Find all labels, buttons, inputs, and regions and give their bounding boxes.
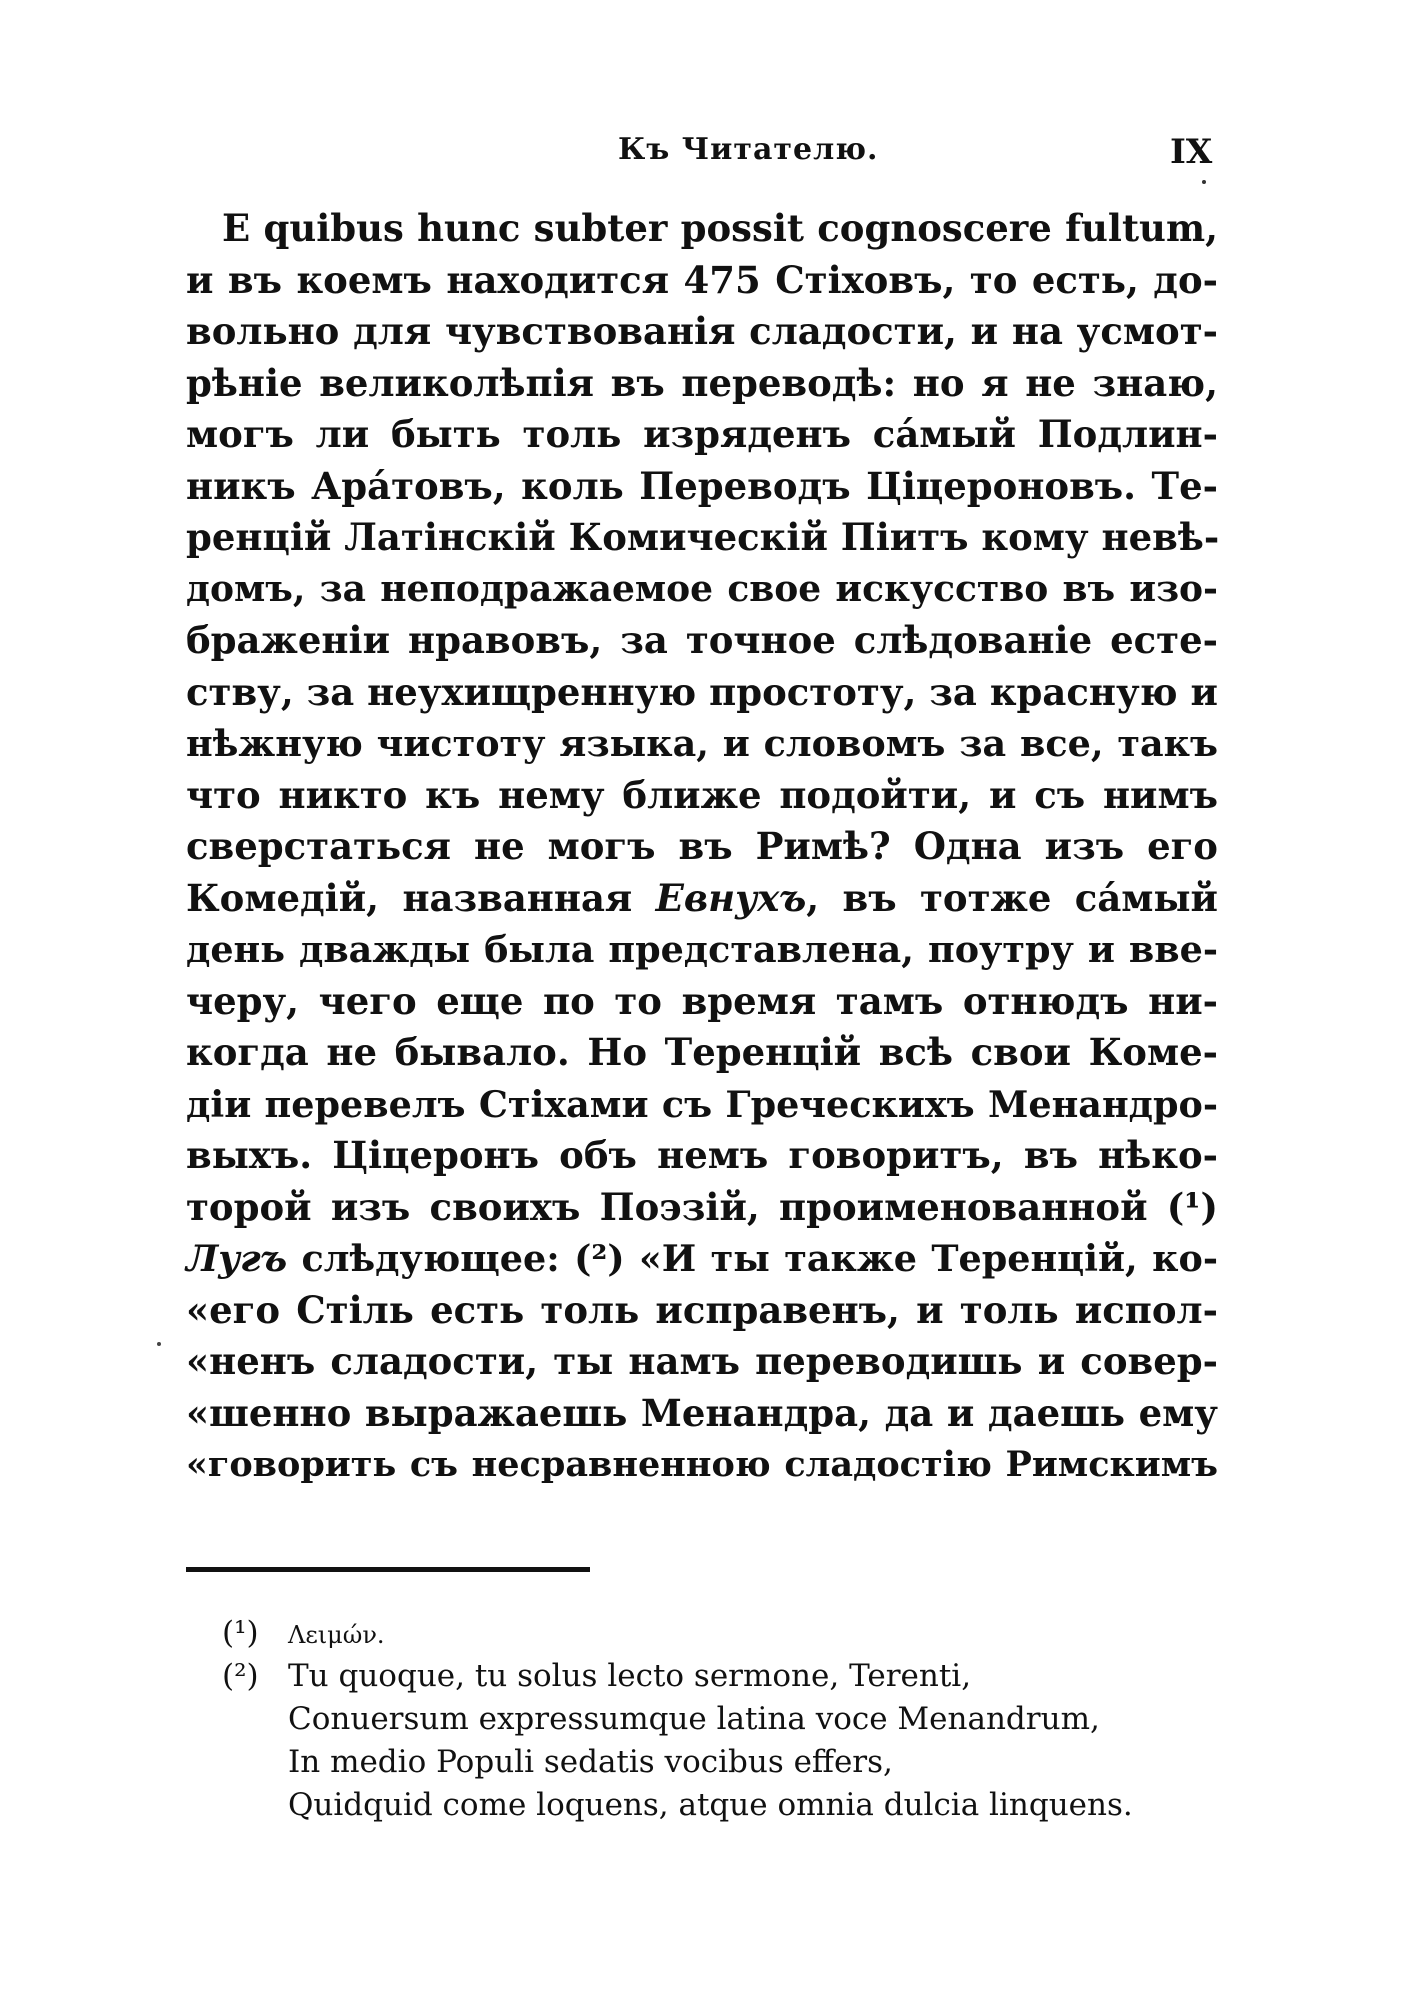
text-line: нѣжную чистоту языка, и словомъ за все, такъ bbox=[186, 722, 1218, 765]
text-line: день дважды была представлена, поутру и вве- bbox=[186, 928, 1218, 971]
page-dot bbox=[1202, 180, 1206, 184]
text-line: никъ Ара́товъ, коль Переводъ Цiцероновъ. Те- bbox=[186, 463, 1218, 508]
footnote-text: Λειμών. bbox=[288, 1621, 385, 1649]
footnote-verse-line: Conuersum expressumque latina voce Menandrum, bbox=[288, 1701, 1100, 1737]
text-line: «говорить съ несравненною сладостiю Римскимъ bbox=[186, 1444, 1218, 1485]
footnote-marker: (¹) bbox=[222, 1615, 259, 1651]
text-line: что никто къ нему ближе подойти, и съ нимъ bbox=[186, 772, 1218, 817]
footnote-marker: (²) bbox=[222, 1658, 259, 1694]
text-line: сверстаться не могъ въ Римѣ? Одна изъ его bbox=[186, 824, 1218, 868]
text-line: черу, чего еще по то время тамъ отнюдъ ни- bbox=[186, 978, 1218, 1023]
footnote-verse-line: Tu quoque, tu solus lecto sermone, Terenti, bbox=[288, 1658, 972, 1694]
footnote-verse-line: Quidquid come loquens, atque omnia dulcia linquens. bbox=[288, 1787, 1133, 1823]
page-number: IX bbox=[1170, 132, 1213, 172]
text-line: могъ ли быть толь изряденъ са́мый Подлин- bbox=[186, 412, 1218, 456]
text-line: вольно для чувствованiя сладости, и на усмот- bbox=[186, 309, 1218, 353]
text-line: браженiи нравовъ, за точное слѣдованiе есте- bbox=[186, 618, 1218, 662]
text-line: и въ коемъ находится 475 Стiховъ, то есть, до- bbox=[186, 257, 1218, 302]
body-text bbox=[186, 203, 1218, 1491]
text-line: «шенно выражаешь Менандра, да и даешь ему bbox=[186, 1390, 1218, 1435]
text-line: ренцiй Латiнскiй Комическiй Пiитъ кому невѣ- bbox=[186, 515, 1220, 559]
footnotes bbox=[222, 1612, 1222, 1827]
text-line: «ненъ сладости, ты намъ переводишь и совер- bbox=[186, 1339, 1218, 1383]
footnote-2 bbox=[222, 1655, 1222, 1698]
text-line: ству, за неухищренную простоту, за красную и bbox=[186, 669, 1218, 714]
text-line: торой изъ своихъ Поэзiй, прoименованной (¹) bbox=[186, 1184, 1218, 1229]
text-line: Лугъ слѣдующее: (²) «И ты также Теренцiй, ко- bbox=[186, 1237, 1218, 1280]
text-line: Комедiй, названная Евнухъ, въ тотже са́мый bbox=[186, 875, 1218, 920]
text-line: выхъ. Цiцеронъ объ немъ говоритъ, въ нѣко- bbox=[186, 1133, 1218, 1177]
text-line: E quibus hunc subter possit cognoscere fultum, bbox=[222, 206, 1218, 250]
text-line: «его Стiль есть толь исправенъ, и толь испол- bbox=[186, 1287, 1218, 1332]
text-line: дiи перевелъ Стiхами съ Греческихъ Менандро- bbox=[186, 1082, 1218, 1126]
text-line: домъ, за неподражаемое свое искусство въ изо- bbox=[186, 567, 1218, 610]
footnote-verse-line: In medio Populi sedatis vocibus effers, bbox=[288, 1744, 893, 1780]
footnote-rule bbox=[186, 1567, 590, 1572]
margin-mark bbox=[157, 1342, 161, 1346]
running-head bbox=[0, 132, 1404, 182]
text-line: рѣнiе великолѣпiя въ переводѣ: но я не знаю, bbox=[186, 360, 1218, 405]
text-line: когда не бывало. Но Теренцiй всѣ свои Коме- bbox=[186, 1030, 1218, 1074]
footnote-1 bbox=[222, 1612, 1222, 1655]
running-title: Къ Читателю. bbox=[618, 132, 879, 167]
